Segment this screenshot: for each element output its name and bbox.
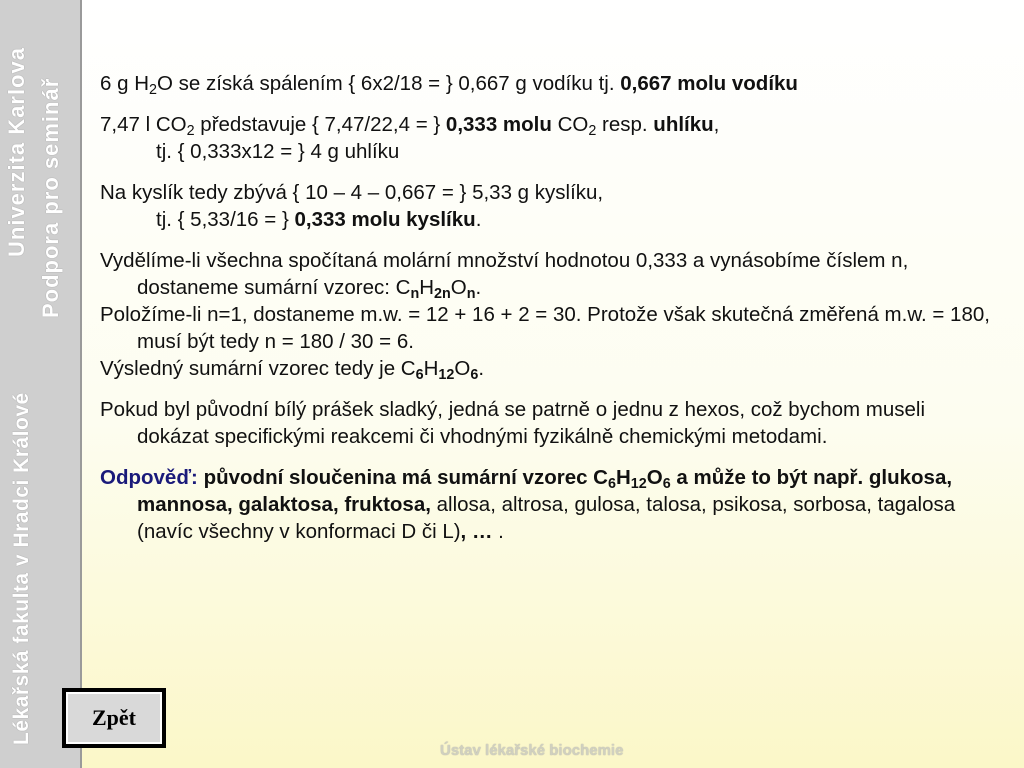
sidebar-seminar: Podpora pro seminář [38,77,63,318]
paragraph-molecular-weight: Položíme-li n=1, dostaneme m.w. = 12 + 16 + 2 = 30. Protože však skutečná změřená m.w. = 180, musí být tedy n = 180 / 30 = 6. [100,303,990,353]
paragraph-hexose: Pokud byl původní bílý prášek sladký, jedná se patrně o jednu z hexos, což bychom museli dokázat specifickými reakcemi či vhodnými fyzikálně chemickými metodami. [100,398,926,448]
paragraph-oxygen: Na kyslík tedy zbývá { 10 – 4 – 0,667 = } 5,33 g kyslíku, [100,181,604,204]
back-button-label[interactable]: Zpět [66,692,162,744]
paragraph-formula-result: Výsledný sumární vzorec tedy je $C_6H_{12}O_6$. [100,357,485,384]
back-button[interactable] [62,688,166,748]
sidebar-faculty: Lékařská fakulta v Hradci Králové [10,392,33,745]
paragraph-formula-general: Vydělíme-li všechna spočítaná molární množství hodnotou 0,333 a vynásobíme číslem n, dostaneme sumární vzorec: $C_nH_{2n}O_n$. [100,249,909,303]
paragraph-hydrogen: 6 g $H_2O$ se získá spálením { 6x2/18 = } 0,667 g vodíku tj. 0,667 molu vodíku [100,72,798,99]
paragraph-carbon-calc: tj. { 0,333x12 = } 4 g uhlíku [156,140,400,163]
footer-institute: Ústav lékařské biochemie [440,742,624,759]
paragraph-answer: Odpověď: původní sloučenina má sumární vzorec $C_6H_{12}O_6$ a může to být např. glukosa, mannosa, galaktosa, fruktosa, allosa, altrosa, gulosa, talosa, psikosa, sorbosa, tagalosa (navíc všechny v konformaci D či L), … . [100,466,956,543]
sidebar-university: Univerzita Karlova [4,47,29,257]
paragraph-oxygen-calc: tj. { 5,33/16 = } 0,333 molu kyslíku. [156,208,482,231]
paragraph-carbon: 7,47 l $CO_2$ představuje { 7,47/22,4 = } 0,333 molu $CO_2$ resp. uhlíku, [100,113,720,140]
slide-content [100,70,1000,559]
sidebar [0,0,82,768]
